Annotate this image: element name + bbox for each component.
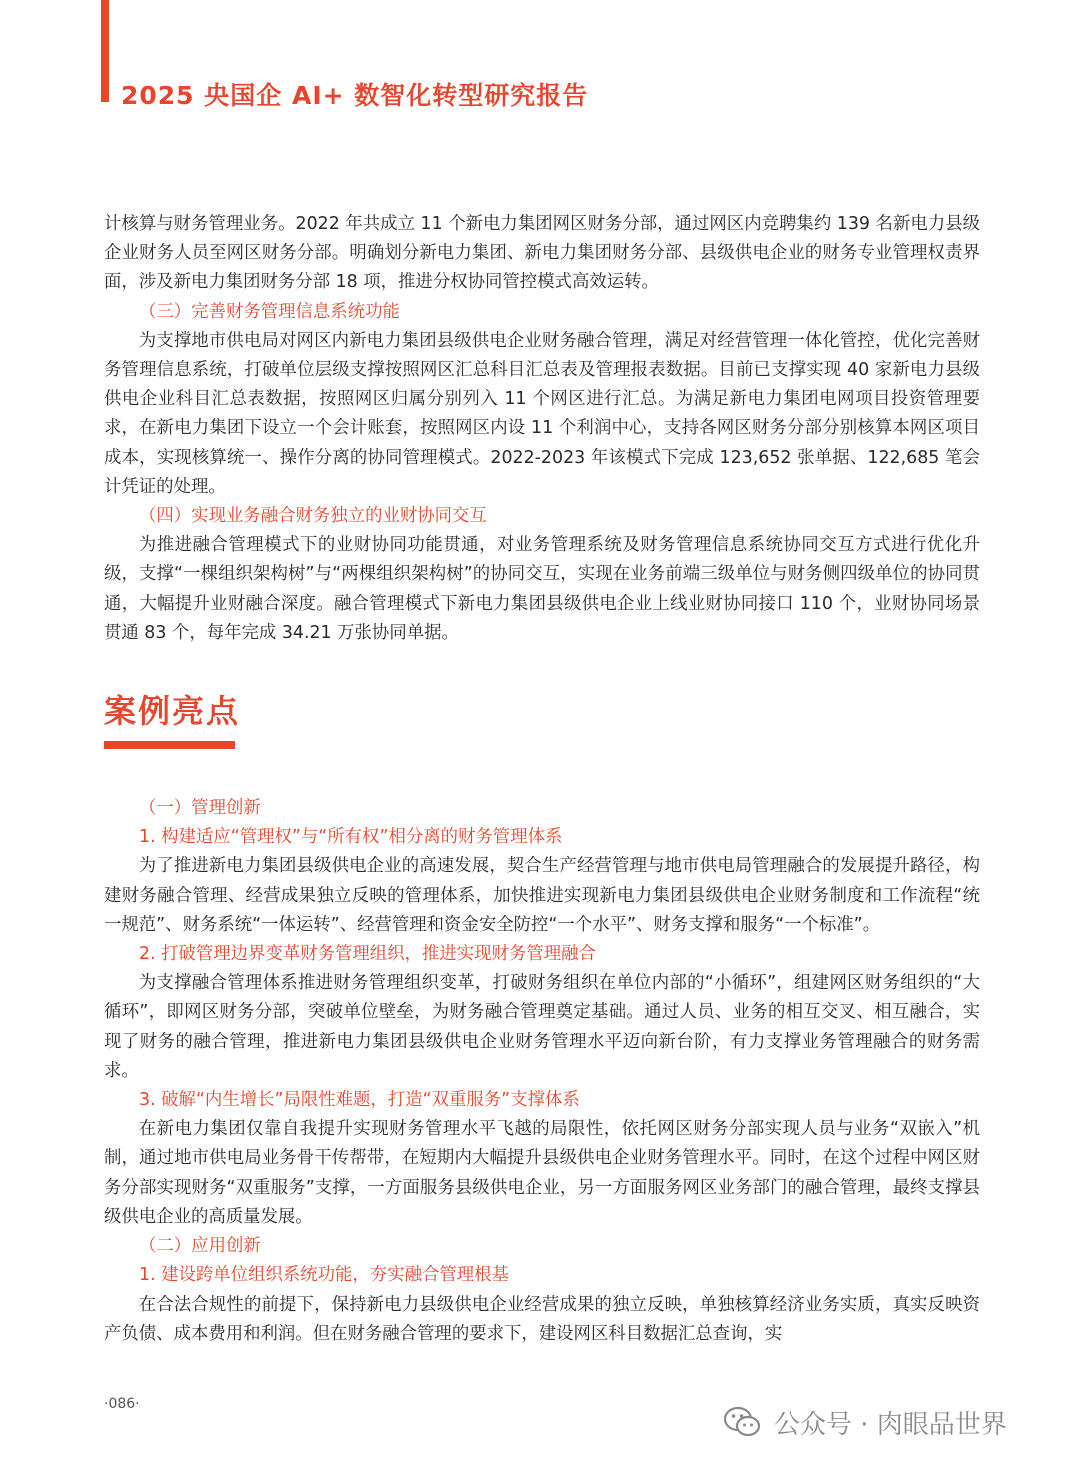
subheading: （二）应用创新 (139, 1236, 261, 1257)
subheading: （四）实现业务融合财务独立的业财协同交互 (139, 506, 487, 527)
report-title: 2025 央国企 AI+ 数智化转型研究报告 (121, 81, 589, 110)
section-title: 案例亮点 (104, 692, 241, 731)
watermark-text: 公众号 · 肉眼品世界 (774, 1409, 1007, 1440)
wechat-icon (722, 1402, 762, 1442)
paragraph: 为了推进新电力集团县级供电企业的高速发展，契合生产经营管理与地市供电局管理融合的发展提升路径，构建财务融合管理、经营成果独立反映的管理体系，加快推进实现新电力集团县级供电企业财务制度和工作流程“统一规范”、财务系统“一体运转”、经营管理和资金安全防控“一个水平”、财务支撑和服务“一个标准”。 (104, 856, 980, 935)
paragraph: 计核算与财务管理业务。2022 年共成立 11 个新电力集团网区财务分部，通过网区内竞聘集约 139 名新电力县级企业财务人员至网区财务分部。明确划分新电力集团、新电力集团财务分部、县级供电企业的财务专业管理权责界面，涉及新电力集团财务分部 18 项，推进分权协同管控模式高效运转。 (104, 214, 980, 293)
page-number: ·086· (104, 1396, 140, 1412)
subheading: 1. 构建适应“管理权”与“所有权”相分离的财务管理体系 (139, 827, 563, 848)
subheading: （三）完善财务管理信息系统功能 (139, 301, 400, 322)
paragraph: 为支撑地市供电局对网区内新电力集团县级供电企业财务融合管理，满足对经营管理一体化管控，优化完善财务管理信息系统，打破单位层级支撑按照网区汇总科目汇总表及管理报表数据。目前已支撑实现 40 家新电力县级供电企业科目汇总表数据，按照网区归属分别列入 11 个网区进行汇总。为满足新电力集团电网项目投资管理要求，在新电力集团下设立一个会计账套，按照网区内设 11 个利润中心，支持各网区财务分部分别核算本网区项目成本，实现核算统一、操作分离的协同管理模式。2022-2023 年该模式下完成 123,652 张单据、122,685 笔会计凭证的处理。 (104, 330, 980, 497)
subheading: （一）管理创新 (139, 798, 261, 819)
header-accent-bar (101, 0, 109, 102)
section-header (104, 648, 980, 794)
section-underline (104, 741, 235, 749)
subheading: 2. 打破管理边界变革财务管理组织，推进实现财务管理融合 (139, 944, 596, 965)
paragraph: 为支撑融合管理体系推进财务管理组织变革，打破财务组织在单位内部的“小循环”，组建网区财务组织的“大循环”，即网区财务分部，突破单位壁垒，为财务融合管理奠定基础。通过人员、业务的相互交叉、相互融合，实现了财务的融合管理，推进新电力集团县级供电企业财务管理水平迈向新台阶，有力支撑业务管理融合的财务需求。 (104, 973, 980, 1081)
paragraph: 为推进融合管理模式下的业财协同功能贯通，对业务管理系统及财务管理信息系统协同交互方式进行优化升级，支撑“一棵组织架构树”与“两棵组织架构树”的协同交互，实现在业务前端三级单位与财务侧四级单位的协同贯通，大幅提升业财融合深度。融合管理模式下新电力集团县级供电企业上线业财协同接口 110 个，业财协同场景贯通 83 个，每年完成 34.21 万张协同单据。 (104, 535, 980, 643)
page-content (104, 210, 980, 1349)
watermark (722, 1402, 1007, 1442)
subheading: 1. 建设跨单位组织系统功能，夯实融合管理根基 (139, 1265, 509, 1286)
paragraph: 在新电力集团仅靠自我提升实现财务管理水平飞越的局限性，依托网区财务分部实现人员与业务“双嵌入”机制，通过地市供电局业务骨干传帮带，在短期内大幅提升县级供电企业财务管理水平。同时，在这个过程中网区财务分部实现财务“双重服务”支撑，一方面服务县级供电企业，另一方面服务网区业务部门的融合管理，最终支撑县级供电企业的高质量发展。 (104, 1119, 980, 1227)
paragraph: 在合法合规性的前提下，保持新电力县级供电企业经营成果的独立反映，单独核算经济业务实质，真实反映资产负债、成本费用和利润。但在财务融合管理的要求下，建设网区科目数据汇总查询，实 (104, 1294, 980, 1344)
subheading: 3. 破解“内生增长”局限性难题，打造“双重服务”支撑体系 (139, 1090, 580, 1111)
